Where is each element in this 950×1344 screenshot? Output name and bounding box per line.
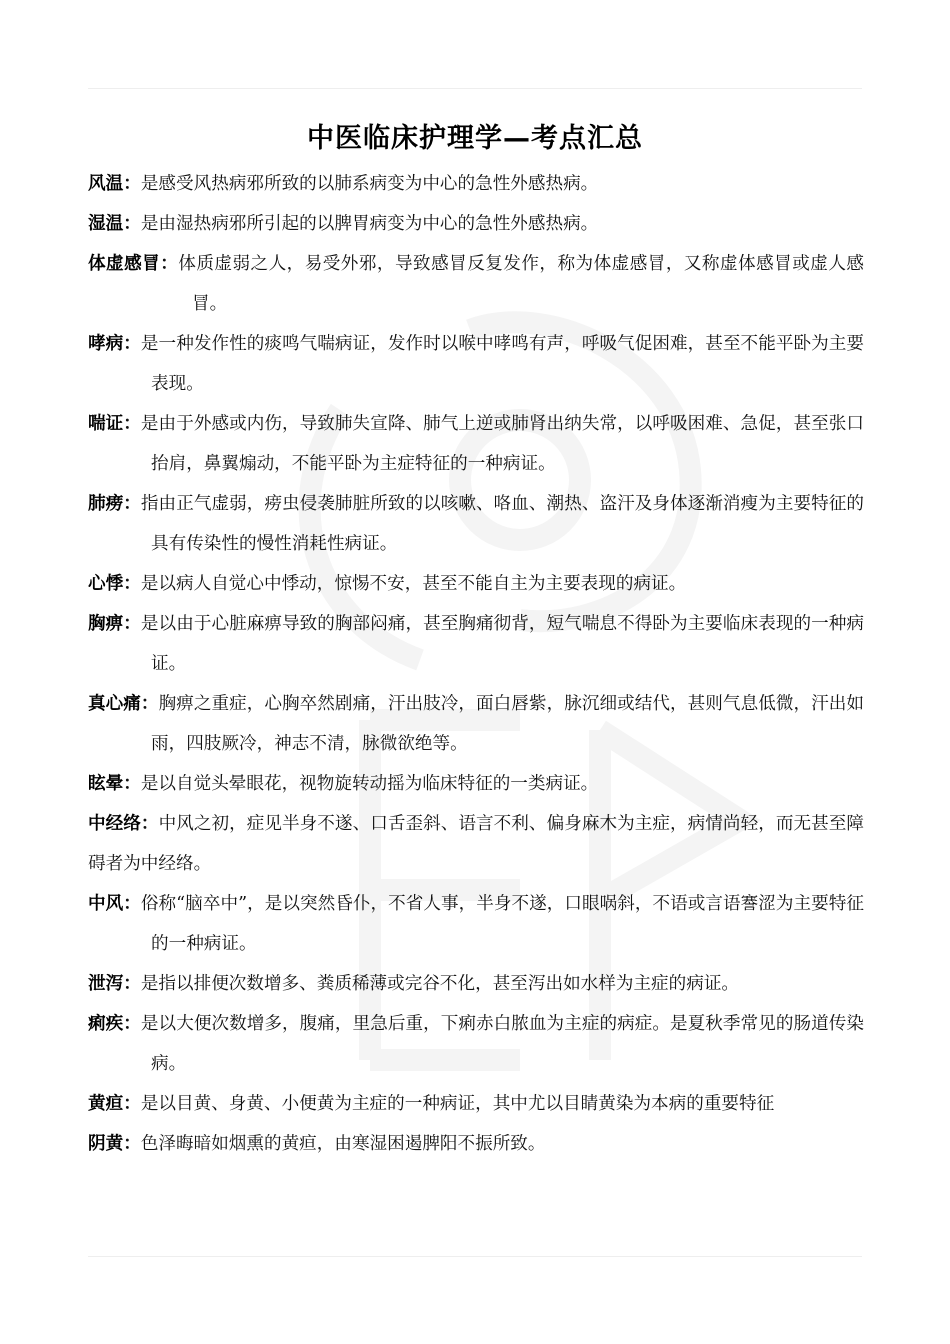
entry-definition: 指由正气虚弱，痨虫侵袭肺脏所致的以咳嗽、咯血、潮热、盗汗及身体逐渐消瘦为主要特征的具有传染性的慢性消耗性病证。 xyxy=(140,494,864,554)
glossary-entry: 胸痹：是以由于心脏麻痹导致的胸部闷痛，甚至胸痛彻背，短气喘息不得卧为主要临床表现的一种病证。 xyxy=(88,614,864,674)
entry-definition: 是由湿热病邪所引起的以脾胃病变为中心的急性外感热病。 xyxy=(140,214,599,234)
glossary-entry: 阴黄：色泽晦暗如烟熏的黄疸，由寒湿困遏脾阳不振所致。 xyxy=(88,1134,546,1154)
glossary-entry: 痢疾：是以大便次数增多，腹痛，里急后重，下痢赤白脓血为主症的病症。是夏秋季常见的肠道传染病。 xyxy=(88,1014,864,1074)
entry-definition: 是一种发作性的痰鸣气喘病证，发作时以喉中哮鸣有声，呼吸气促困难，甚至不能平卧为主要表现。 xyxy=(140,334,864,394)
entry-definition: 胸痹之重症，心胸卒然剧痛，汗出肢冷，面白唇紫，脉沉细或结代，甚则气息低微，汗出如雨，四肢厥冷，神志不清，脉微欲绝等。 xyxy=(151,694,864,754)
glossary-entry: 中风：俗称“脑卒中”，是以突然昏仆，不省人事，半身不遂，口眼㖞斜，不语或言语謇涩为主要特征的一种病证。 xyxy=(88,894,864,954)
glossary-entry: 湿温：是由湿热病邪所引起的以脾胃病变为中心的急性外感热病。 xyxy=(88,214,599,234)
entry-term: 痢疾 xyxy=(88,1014,124,1034)
entry-term: 体虚感冒 xyxy=(88,254,161,274)
top-rule xyxy=(88,88,862,89)
entry-term: 哮病 xyxy=(88,334,124,354)
entry-term: 风温 xyxy=(88,174,124,194)
entry-term: 湿温 xyxy=(88,214,124,234)
glossary-list xyxy=(88,164,864,1164)
entry-term: 眩晕 xyxy=(88,774,124,794)
bottom-rule xyxy=(88,1256,862,1257)
entry-term: 心悸 xyxy=(88,574,124,594)
entry-term: 中经络 xyxy=(88,814,141,834)
glossary-entry: 心悸：是以病人自觉心中悸动，惊惕不安，甚至不能自主为主要表现的病证。 xyxy=(88,574,687,594)
entry-definition: 是感受风热病邪所致的以肺系病变为中心的急性外感热病。 xyxy=(140,174,599,194)
entry-term: 黄疸 xyxy=(88,1094,124,1114)
entry-term: 真心痛 xyxy=(88,694,141,714)
glossary-entry: 肺痨：指由正气虚弱，痨虫侵袭肺脏所致的以咳嗽、咯血、潮热、盗汗及身体逐渐消瘦为主要特征的具有传染性的慢性消耗性病证。 xyxy=(88,494,864,554)
entry-term: 泄泻 xyxy=(88,974,124,994)
glossary-entry: 风温：是感受风热病邪所致的以肺系病变为中心的急性外感热病。 xyxy=(88,174,599,194)
entry-definition: 是由于外感或内伤，导致肺失宣降、肺气上逆或肺肾出纳失常，以呼吸困难、急促，甚至张口抬肩，鼻翼煽动，不能平卧为主症特征的一种病证。 xyxy=(140,414,864,474)
glossary-entry: 真心痛：胸痹之重症，心胸卒然剧痛，汗出肢冷，面白唇紫，脉沉细或结代，甚则气息低微，汗出如雨，四肢厥冷，神志不清，脉微欲绝等。 xyxy=(88,694,864,754)
entry-definition: 是以自觉头晕眼花，视物旋转动摇为临床特征的一类病证。 xyxy=(140,774,599,794)
glossary-entry: 中经络：中风之初，症见半身不遂、口舌歪斜、语言不利、偏身麻木为主症，病情尚轻，而无甚至障碍者为中经络。 xyxy=(88,814,864,874)
entry-definition: 是指以排便次数增多、粪质稀薄或完谷不化，甚至泻出如水样为主症的病证。 xyxy=(140,974,740,994)
entry-definition: 是以大便次数增多，腹痛，里急后重，下痢赤白脓血为主症的病症。是夏秋季常见的肠道传染病。 xyxy=(140,1014,864,1074)
entry-term: 阴黄 xyxy=(88,1134,124,1154)
entry-definition: 俗称“脑卒中”，是以突然昏仆，不省人事，半身不遂，口眼㖞斜，不语或言语謇涩为主要特征的一种病证。 xyxy=(140,894,864,954)
document-title: 中医临床护理学—考点汇总 xyxy=(307,123,643,154)
glossary-entry: 黄疸：是以目黄、身黄、小便黄为主症的一种病证，其中尤以目睛黄染为本病的重要特征 xyxy=(88,1094,775,1114)
entry-definition: 是以病人自觉心中悸动，惊惕不安，甚至不能自主为主要表现的病证。 xyxy=(140,574,687,594)
entry-term: 胸痹 xyxy=(88,614,124,634)
entry-term: 肺痨 xyxy=(88,494,124,514)
entry-definition: 色泽晦暗如烟熏的黄疸，由寒湿困遏脾阳不振所致。 xyxy=(140,1134,546,1154)
glossary-entry: 喘证：是由于外感或内伤，导致肺失宣降、肺气上逆或肺肾出纳失常，以呼吸困难、急促，甚至张口抬肩，鼻翼煽动，不能平卧为主症特征的一种病证。 xyxy=(88,414,864,474)
glossary-entry: 眩晕：是以自觉头晕眼花，视物旋转动摇为临床特征的一类病证。 xyxy=(88,774,599,794)
glossary-entry: 哮病：是一种发作性的痰鸣气喘病证，发作时以喉中哮鸣有声，呼吸气促困难，甚至不能平卧为主要表现。 xyxy=(88,334,864,394)
entry-definition: 体质虚弱之人，易受外邪，导致感冒反复发作，称为体虚感冒，又称虚体感冒或虚人感冒。 xyxy=(178,254,864,314)
entry-definition: 是以由于心脏麻痹导致的胸部闷痛，甚至胸痛彻背，短气喘息不得卧为主要临床表现的一种病证。 xyxy=(140,614,864,674)
entry-term: 中风 xyxy=(88,894,124,914)
glossary-entry: 泄泻：是指以排便次数增多、粪质稀薄或完谷不化，甚至泻出如水样为主症的病证。 xyxy=(88,974,740,994)
entry-definition: 中风之初，症见半身不遂、口舌歪斜、语言不利、偏身麻木为主症，病情尚轻，而无甚至障碍者为中经络。 xyxy=(88,814,864,874)
entry-term: 喘证 xyxy=(88,414,124,434)
entry-definition: 是以目黄、身黄、小便黄为主症的一种病证，其中尤以目睛黄染为本病的重要特征 xyxy=(140,1094,775,1114)
glossary-entry: 体虚感冒：体质虚弱之人，易受外邪，导致感冒反复发作，称为体虚感冒，又称虚体感冒或虚人感冒。 xyxy=(88,254,864,314)
